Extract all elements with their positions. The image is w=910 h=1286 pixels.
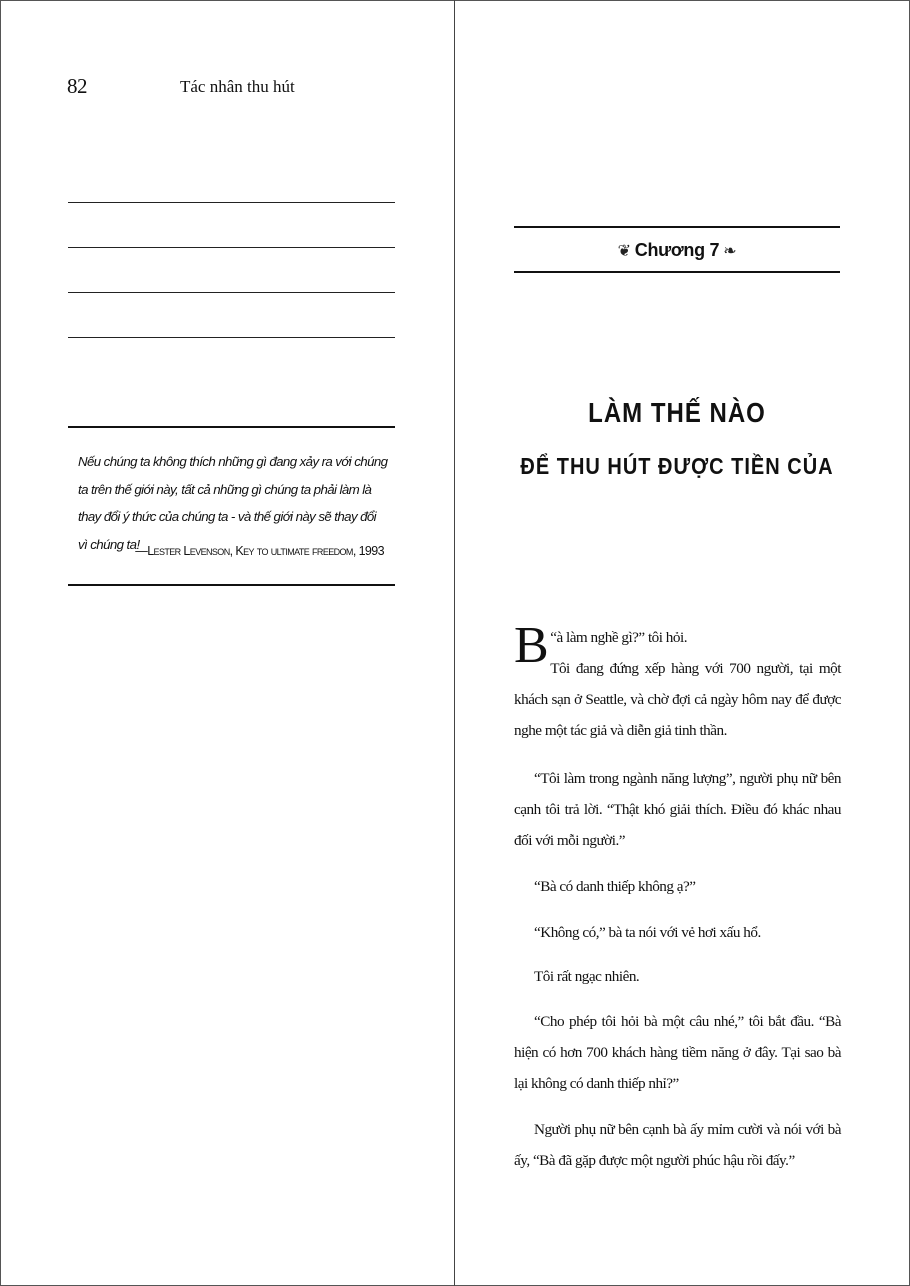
body-block-1	[514, 617, 841, 746]
body-block-2	[514, 763, 841, 856]
paragraph: “Tôi làm trong ngành năng lượng”, người phụ nữ bên cạnh tôi trả lời. “Thật khó giải thích. Điều đó khác nhau đối với mỗi người.”	[514, 770, 841, 849]
body-block-7	[514, 1114, 841, 1176]
open-quote: “	[550, 629, 557, 646]
chapter-heading	[514, 240, 840, 261]
source-year: 1993	[358, 544, 384, 558]
running-title: Tác nhân thu hút	[180, 77, 295, 96]
note-line	[68, 247, 395, 248]
chapter-top-rule	[514, 226, 840, 228]
page-gutter	[454, 0, 455, 1286]
body-block-3	[514, 871, 841, 902]
paragraph	[514, 617, 841, 746]
note-line	[68, 292, 395, 293]
page-number: 82	[67, 74, 87, 98]
chapter-title-line1: LÀM THẾ NÀO	[588, 397, 766, 429]
source-author: Lester Levenson	[147, 544, 230, 558]
body-block-4	[514, 917, 841, 948]
note-line	[68, 202, 395, 203]
paragraph-text: Tôi đang đứng xếp hàng với 700 người, tại một khách sạn ở Seattle, và chờ đợi cả ngày hôm nay để được nghe một tác giả và diễn giả tinh thần.	[514, 660, 841, 739]
paragraph: “Cho phép tôi hỏi bà một câu nhé,” tôi bắt đầu. “Bà hiện có hơn 700 khách hàng tiềm năng ở đây. Tại sao bà lại không có danh thiếp nhỉ?”	[514, 1013, 841, 1092]
paragraph: Tôi rất ngạc nhiên.	[534, 968, 640, 985]
body-block-5	[514, 961, 841, 992]
paragraph: Người phụ nữ bên cạnh bà ấy mỉm cười và nói với bà ấy, “Bà đã gặp được một người phúc hậu rồi đấy.”	[514, 1121, 841, 1169]
source-work: Key to ultimate freedom	[235, 544, 353, 558]
drop-cap: B	[514, 617, 549, 674]
epigraph-quote: Nếu chúng ta không thích những gì đang xảy ra với chúng ta trên thế giới này, tất cả những gì chúng ta phải làm là thay đổi ý thức của chúng ta - và thế giới này sẽ thay đổi vì chúng ta!	[78, 454, 388, 552]
quote-top-rule	[68, 426, 395, 428]
note-line	[68, 337, 395, 338]
chapter-bottom-rule	[514, 271, 840, 273]
paragraph-text: à làm nghề gì?” tôi hỏi.	[556, 629, 687, 646]
chapter-title-line2: ĐỂ THU HÚT ĐƯỢC TIỀN CỦA	[520, 454, 834, 480]
body-block-6	[514, 1006, 841, 1099]
ornament-right-icon: ❧	[723, 243, 737, 260]
ornament-left-icon: ❦	[617, 243, 631, 260]
source-dash: —	[135, 544, 148, 558]
paragraph: “Không có,” bà ta nói với vẻ hơi xấu hổ.	[534, 924, 761, 941]
epigraph-source: —Lester Levenson, Key to ultimate freedom, 1993	[135, 544, 384, 558]
paragraph: “Bà có danh thiếp không ạ?”	[534, 878, 696, 895]
quote-bottom-rule	[68, 584, 395, 586]
chapter-label: Chương 7	[634, 240, 720, 260]
